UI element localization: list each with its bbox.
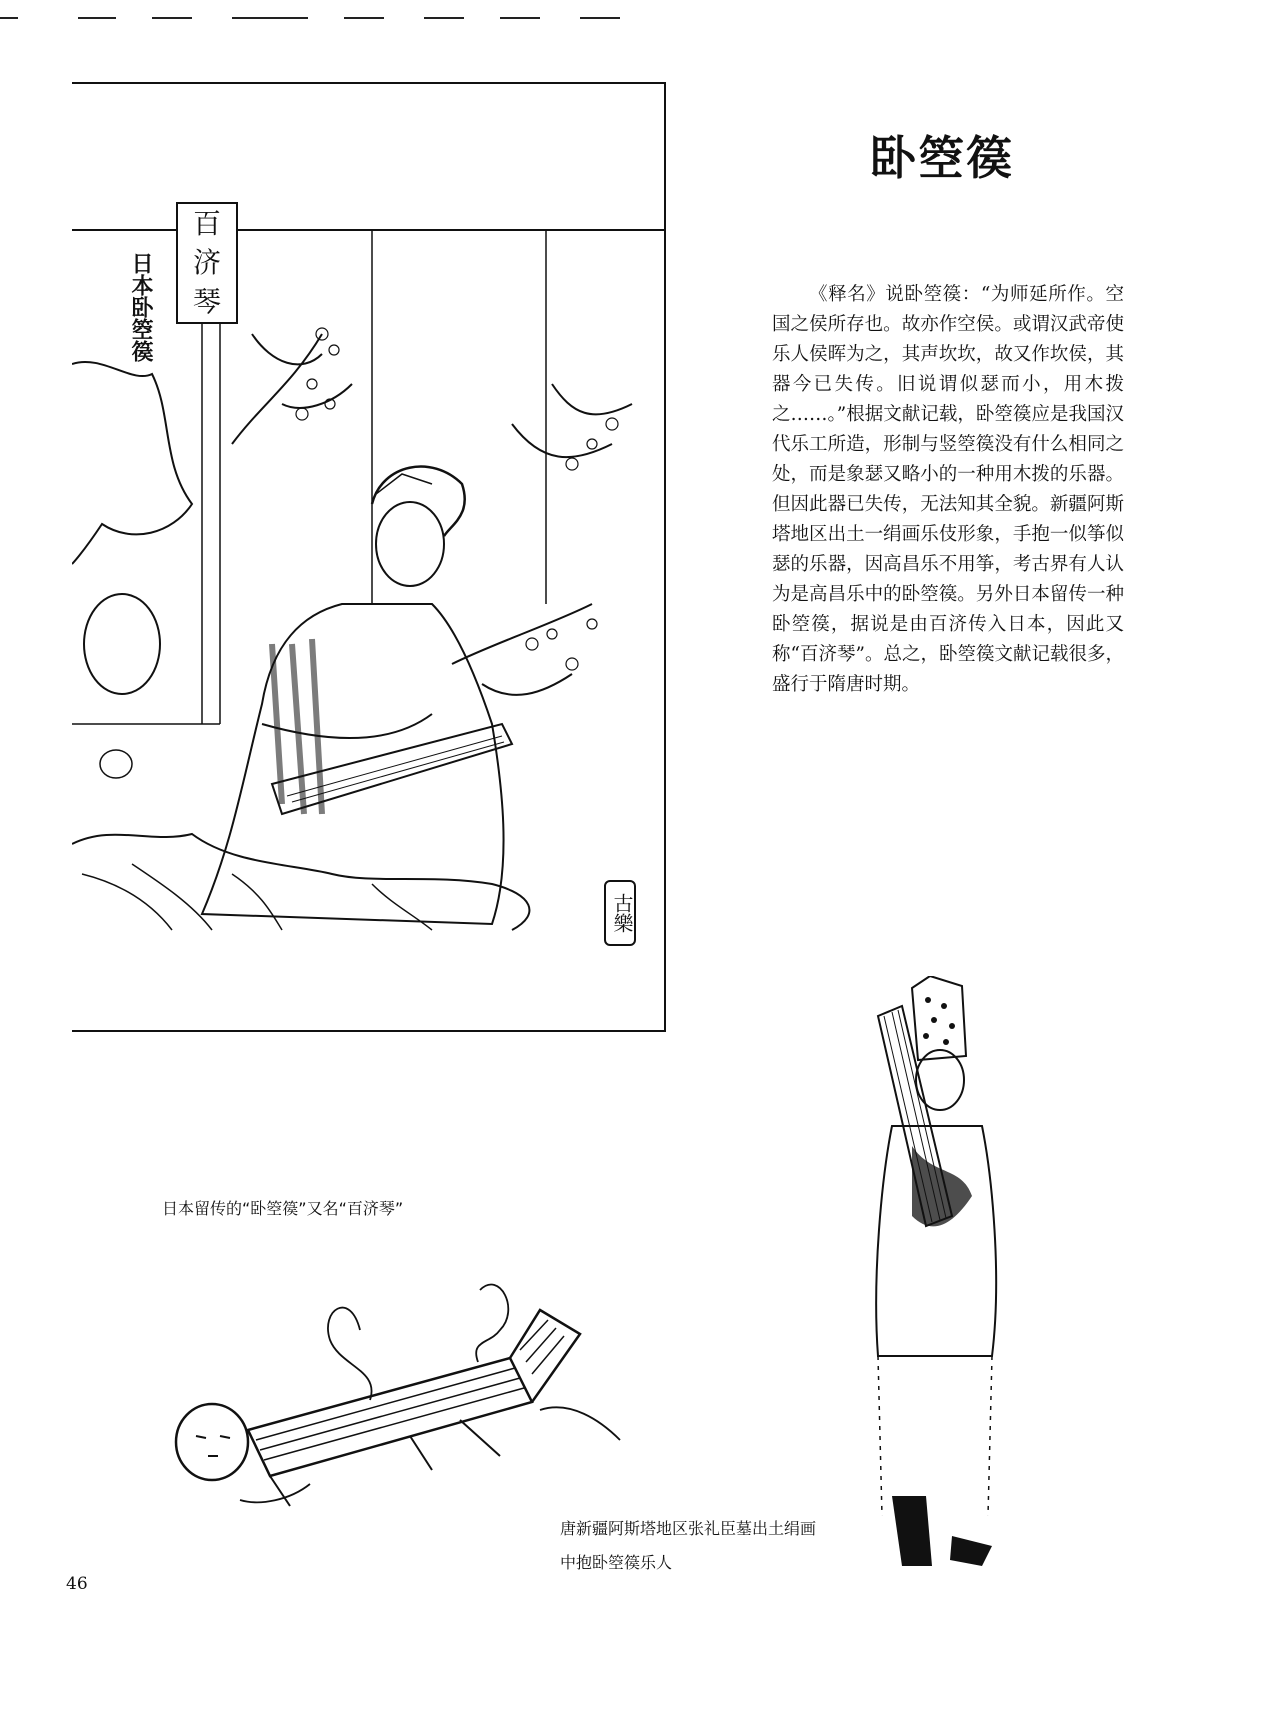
- header-rule-dash: [78, 17, 116, 19]
- seal-char: 百: [192, 206, 221, 240]
- caption-top-illustration: 日本留传的“卧箜篌”又名“百济琴”: [162, 1199, 404, 1218]
- page-number: 46: [66, 1574, 88, 1594]
- woodblock-illustration-frame: [72, 82, 666, 1032]
- artist-stamp: 古樂: [604, 880, 636, 946]
- page-title: 卧箜篌: [870, 131, 1014, 185]
- illustration-side-label: 日本卧箜篌: [128, 252, 154, 362]
- wokonghou-instrument-drawing: [160, 1270, 640, 1510]
- seal-char: 济: [192, 245, 221, 279]
- header-rule-dash: [580, 17, 620, 19]
- caption-bottom-illustration: 唐新疆阿斯塔地区张礼臣墓出土绢画中抱卧箜篌乐人: [560, 1519, 817, 1572]
- header-rule-dash: [152, 17, 192, 19]
- article-body: 《释名》说卧箜篌：“为师延所作。空国之侯所存也。故亦作空侯。或谓汉武帝使乐人侯晖为之，其声坎坎，故又作坎侯，其器今已失传。旧说谓似瑟而小，用木拨之……。”根据文献记载，卧箜篌应是我国汉代乐工所造，形制与竖箜篌没有什么相同之处，而是象瑟又略小的一种用木拨的乐器。但因此器已失传，无法知其全貌。新疆阿斯塔地区出土一绢画乐伎形象，手抱一似筝似瑟的乐器，因高昌乐不用筝，考古界有人认为是高昌乐中的卧箜篌。另外日本留传一种卧箜篌，据说是由百济传入日本，因此又称“百济琴”。总之，卧箜篌文献记载很多，盛行于隋唐时期。: [772, 284, 1124, 695]
- header-rule-dash: [344, 17, 384, 19]
- header-rule-dash: [424, 17, 464, 19]
- seal-char: 琴: [192, 285, 221, 319]
- header-rule-dash: [500, 17, 540, 19]
- tang-musician-holding-instrument-drawing: [842, 976, 1032, 1576]
- header-rule-dash: [232, 17, 308, 19]
- title-seal-cartouche: [176, 202, 238, 324]
- geisha-playing-koto-illustration: [72, 84, 664, 1030]
- header-rule-dash: [0, 17, 18, 19]
